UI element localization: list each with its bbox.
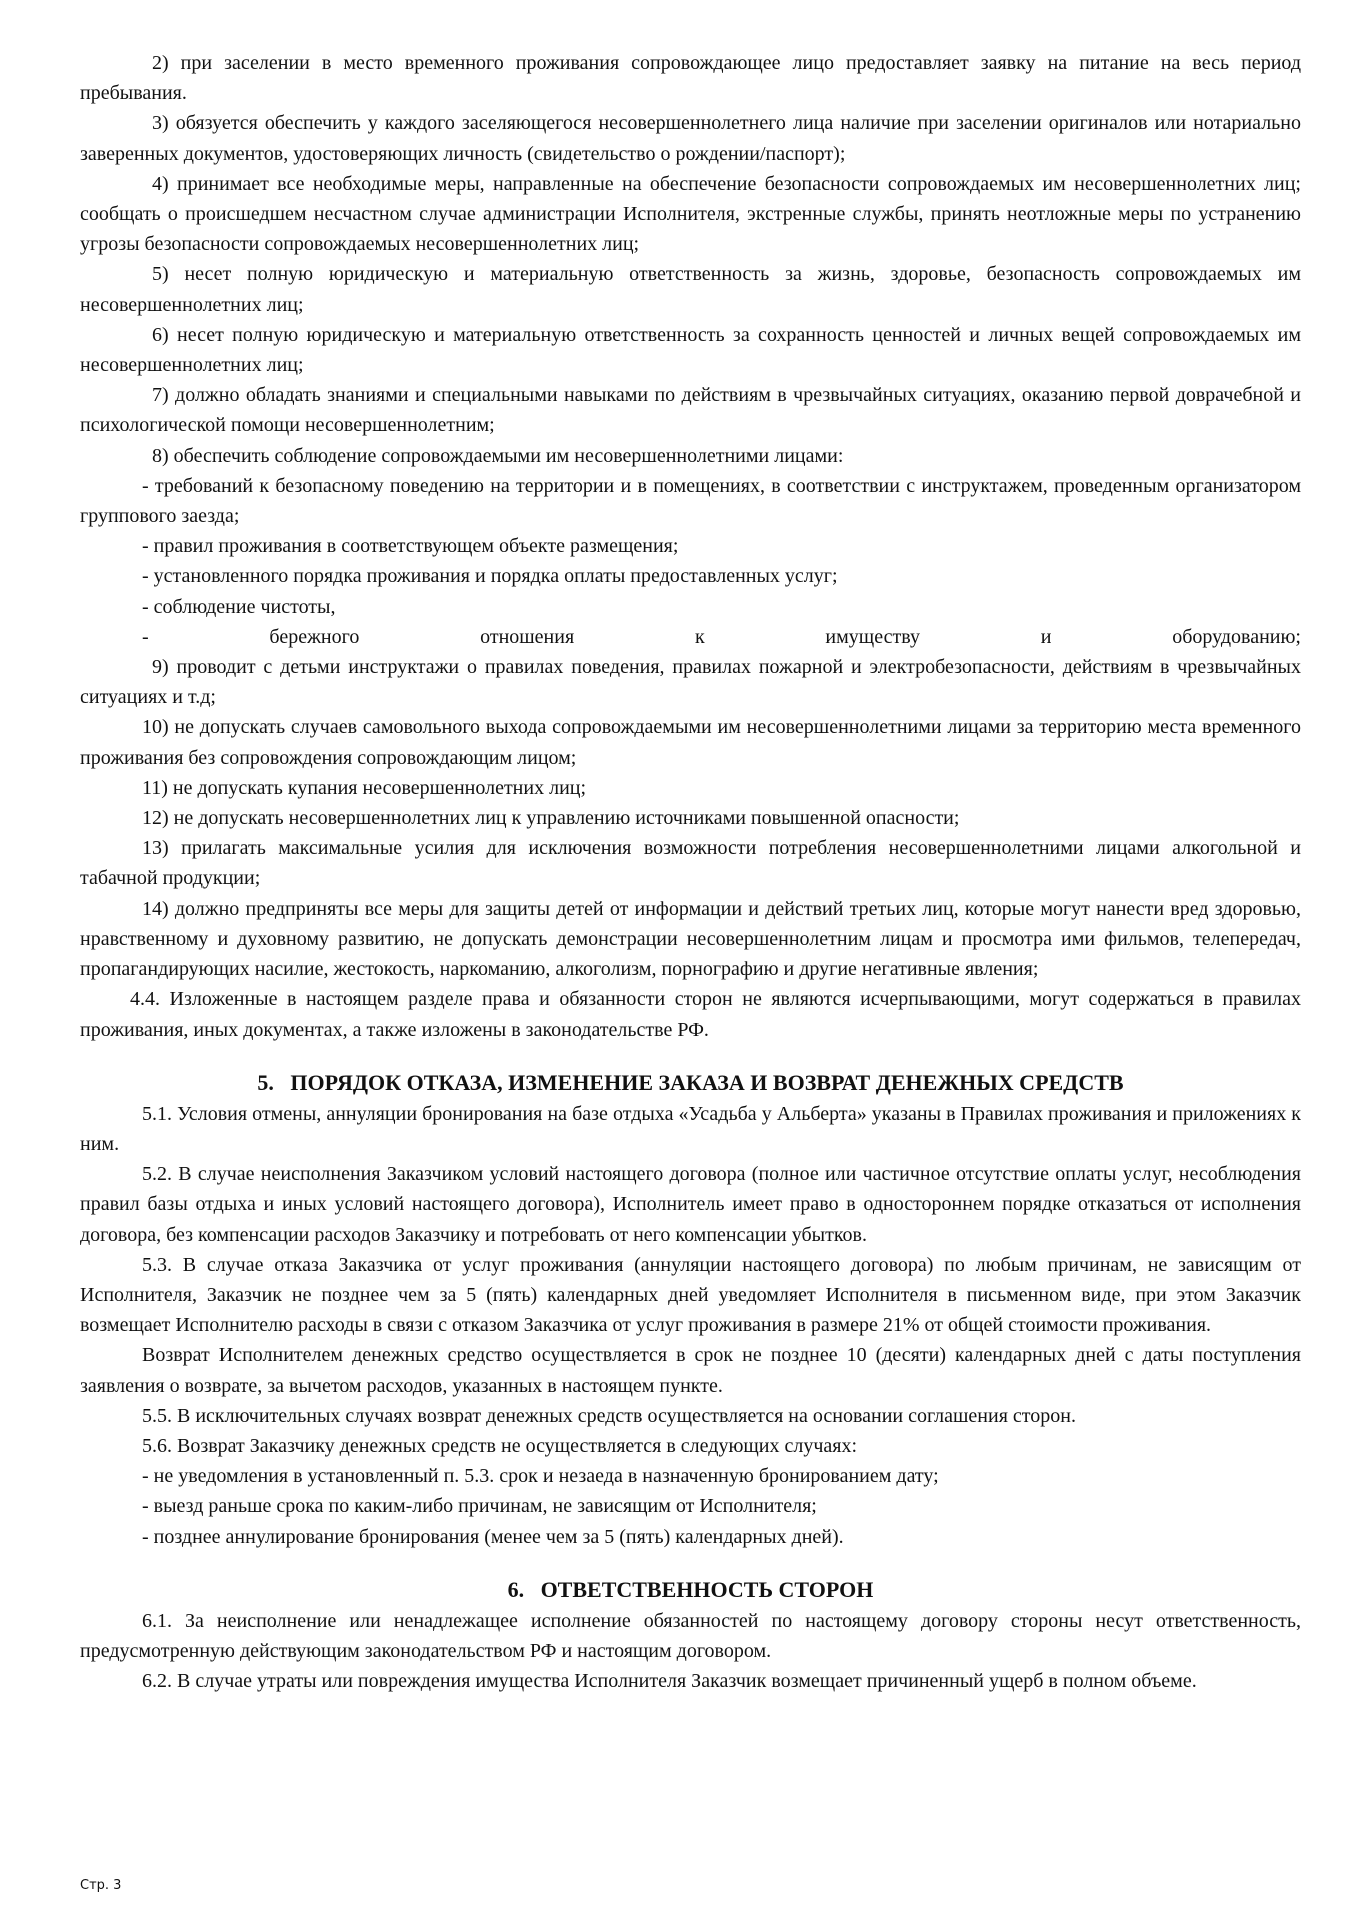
paragraph-item-14: 14) должно предприняты все меры для защиты детей от информации и действий третьих лиц, которые могут нанести вред здоровью, нравственному и духовному развитию, не допускать демонстрации несовершеннолетним лицам и просмотра ими фильмов, телепередач, пропагандирующих насилие, жестокость, наркоманию, алкоголизм, порнографию и другие негативные явления; [80, 897, 1301, 981]
list-item: - установленного порядка проживания и порядка оплаты предоставленных услуг; [142, 565, 838, 588]
paragraph-item-12: 12) не допускать несовершеннолетних лиц к управлению источниками повышенной опасности; [142, 807, 960, 830]
list-item: - бережного отношения к имуществу и оборудованию; [142, 625, 1301, 648]
section-5-heading: 5. ПОРЯДОК ОТКАЗА, ИЗМЕНЕНИЕ ЗАКАЗА И ВОЗВРАТ ДЕНЕЖНЫХ СРЕДСТВ [257, 1069, 1124, 1095]
paragraph-6-1: 6.1. За неисполнение или ненадлежащее исполнение обязанностей по настоящему договору стороны несут ответственность, предусмотренную действующим законодательством РФ и настоящим договором. [80, 1609, 1301, 1662]
paragraph-5-1: 5.1. Условия отмены, аннуляции бронирования на базе отдыха «Усадьба у Альберта» указаны в Правилах проживания и приложениях к ним. [80, 1102, 1301, 1155]
paragraph-item-13: 13) прилагать максимальные усилия для исключения возможности потребления несовершеннолетними лицами алкогольной и табачной продукции; [80, 837, 1301, 890]
list-item: - позднее аннулирование бронирования (менее чем за 5 (пять) календарных дней). [142, 1525, 844, 1548]
paragraph-refund-term: Возврат Исполнителем денежных средство осуществляется в срок не позднее 10 (десяти) календарных дней с даты поступления заявления о возврате, за вычетом расходов, указанных в настоящем пункте. [80, 1344, 1301, 1397]
paragraph-5-5: 5.5. В исключительных случаях возврат денежных средств осуществляется на основании соглашения сторон. [142, 1404, 1076, 1427]
page-number: Стр. 3 [80, 1878, 122, 1893]
paragraph-item-2: 2) при заселении в место временного проживания сопровождающее лицо предоставляет заявку на питание на весь период пребывания. [80, 52, 1301, 105]
paragraph-item-6: 6) несет полную юридическую и материальную ответственность за сохранность ценностей и личных вещей сопровождаемых им несовершеннолетних лиц; [80, 323, 1301, 377]
list-item: - выезд раньше срока по каким-либо причинам, не зависящим от Исполнителя; [142, 1495, 817, 1518]
paragraph-item-9: 9) проводит с детьми инструктажи о правилах поведения, правилах пожарной и электробезопасности, действиям в чрезвычайных ситуациях и т.д; [80, 656, 1301, 709]
list-item: - соблюдение чистоты, [142, 595, 336, 618]
document-body [80, 48, 1301, 1696]
paragraph-item-10: 10) не допускать случаев самовольного выхода сопровождаемыми им несовершеннолетними лицами за территорию места временного проживания без сопровождения сопровождающим лицом; [80, 716, 1301, 769]
paragraph-4-4: 4.4. Изложенные в настоящем разделе права и обязанности сторон не являются исчерпывающими, могут содержаться в правилах проживания, иных документах, а также изложены в законодательстве РФ. [80, 988, 1301, 1041]
paragraph-item-8: 8) обеспечить соблюдение сопровождаемыми им несовершеннолетними лицами: [152, 444, 844, 467]
paragraph-item-11: 11) не допускать купания несовершеннолетних лиц; [142, 776, 587, 799]
paragraph-6-2: 6.2. В случае утраты или повреждения имущества Исполнителя Заказчик возмещает причиненный ущерб в полном объеме. [142, 1670, 1197, 1693]
list-item: - правил проживания в соответствующем объекте размещения; [142, 535, 679, 558]
paragraph-5-6: 5.6. Возврат Заказчику денежных средств не осуществляется в следующих случаях: [142, 1434, 858, 1457]
paragraph-item-5: 5) несет полную юридическую и материальную ответственность за жизнь, здоровье, безопасность сопровождаемых им несовершеннолетних лиц; [80, 263, 1301, 316]
list-item: - требований к безопасному поведению на территории и в помещениях, в соответствии с инструктажем, проведенным организатором группового заезда; [80, 474, 1301, 528]
list-item: - не уведомления в установленный п. 5.3. срок и незаеда в назначенную бронированием дату; [142, 1465, 939, 1488]
paragraph-item-3: 3) обязуется обеспечить у каждого заселяющегося несовершеннолетнего лица наличие при заселении оригиналов или нотариально заверенных документов, удостоверяющих личность (свидетельство о рождении/паспорт); [80, 112, 1301, 165]
paragraph-item-4: 4) принимает все необходимые меры, направленные на обеспечение безопасности сопровождаемых им несовершеннолетних лиц; сообщать о происшедшем несчастном случае администрации Исполнителя, экстренные службы, принять неотложные меры по устранению угрозы безопасности сопровождаемых несовершеннолетних лиц; [80, 172, 1301, 256]
section-6-heading: 6. ОТВЕТСТВЕННОСТЬ СТОРОН [507, 1576, 874, 1602]
paragraph-5-3: 5.3. В случае отказа Заказчика от услуг проживания (аннуляции настоящего договора) по любым причинам, не зависящим от Исполнителя, Заказчик не позднее чем за 5 (пять) календарных дней уведомляет Исполнителя в письменном виде, при этом Заказчик возмещает Исполнителю расходы в связи с отказом Заказчика от услуг проживания в размере 21% от общей стоимости проживания. [80, 1253, 1301, 1337]
paragraph-item-7: 7) должно обладать знаниями и специальными навыками по действиям в чрезвычайных ситуациях, оказанию первой доврачебной и психологической помощи несовершеннолетним; [80, 384, 1301, 437]
paragraph-5-2: 5.2. В случае неисполнения Заказчиком условий настоящего договора (полное или частичное отсутствие оплаты услуг, несоблюдения правил базы отдыха и иных условий настоящего договора), Исполнитель имеет право в одностороннем порядке отказаться от исполнения договора, без компенсации расходов Заказчику и потребовать от него компенсации убытков. [80, 1163, 1301, 1246]
